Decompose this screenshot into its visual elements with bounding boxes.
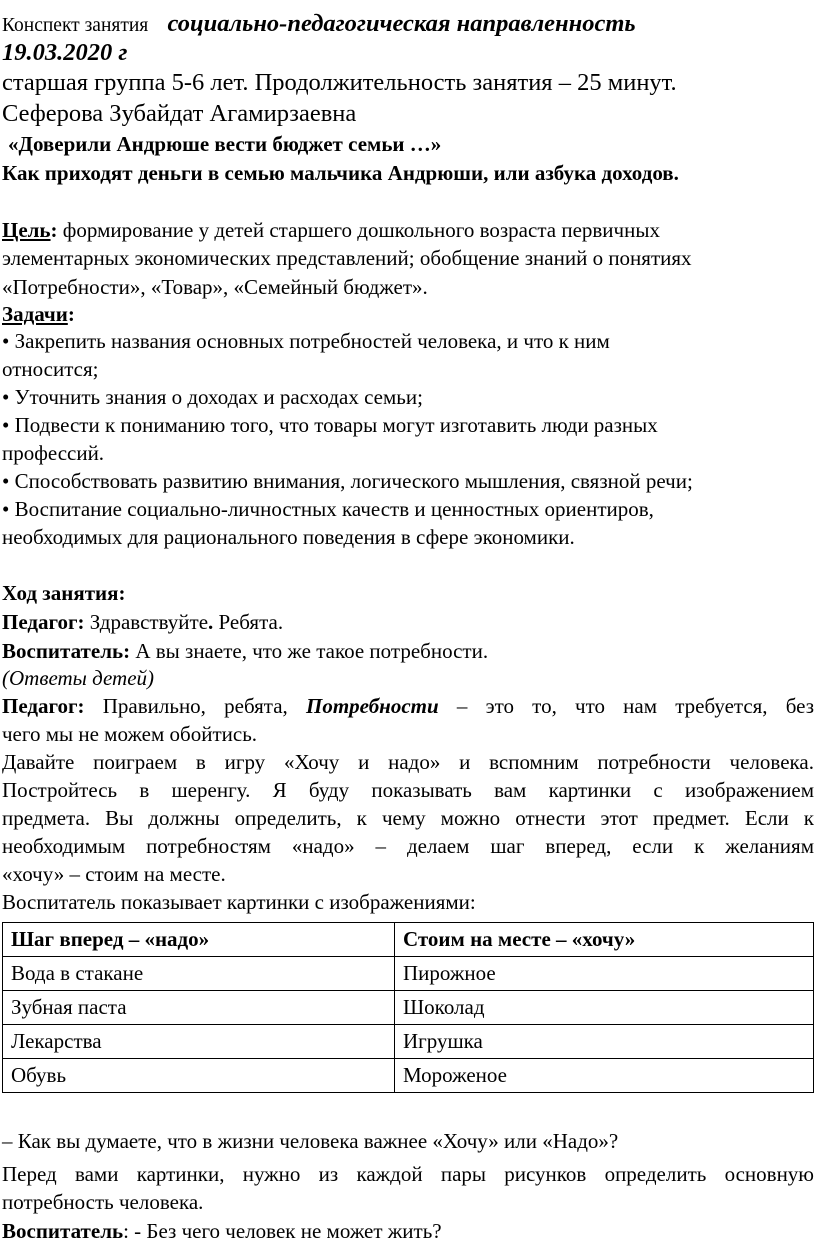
closing-paragraph-line: Перед вами картинки, нужно из каждой пары рисунков определить основную bbox=[2, 1162, 814, 1186]
game-paragraph-line: Постройтесь в шеренгу. Я буду показывать вам картинки с изображением bbox=[2, 778, 814, 802]
game-paragraph-line: «хочу» – стоим на месте. bbox=[2, 862, 226, 886]
term-needs: Потребности bbox=[305, 694, 439, 718]
lesson-subtitle: Как приходят деньги в семью мальчика Андрюши, или азбука доходов. bbox=[2, 161, 679, 185]
speaker-educator: Воспитатель bbox=[2, 1219, 124, 1243]
task-item: • Подвести к пониманию того, что товары могут изготавить люди разных bbox=[2, 413, 658, 437]
table-cell: Мороженое bbox=[395, 1059, 814, 1093]
tasks-colon: : bbox=[67, 302, 75, 326]
goal-line-3: «Потребности», «Товар», «Семейный бюджет». bbox=[2, 275, 428, 299]
task-item: относится; bbox=[2, 357, 99, 381]
task-item: профессий. bbox=[2, 441, 105, 465]
dialogue-dot: . bbox=[208, 610, 214, 634]
lesson-title: «Доверили Андрюше вести бюджет семьи …» bbox=[8, 132, 442, 156]
group-duration-line: старшая группа 5-6 лет. Продолжительность занятия – 25 минут. bbox=[2, 69, 677, 96]
lesson-date: 19.03.2020 г bbox=[2, 39, 128, 66]
goal-text: формирование у детей старшего дошкольного возраста первичных bbox=[57, 218, 660, 242]
game-paragraph-line: предмета. Вы должны определить, к чему можно отнести этот предмет. Если к bbox=[2, 806, 814, 830]
author-name: Сеферова Зубайдат Агамирзаевна bbox=[2, 100, 357, 127]
dialogue-text: Ребята. bbox=[213, 610, 284, 634]
task-item: • Способствовать развитию внимания, логического мышления, связной речи; bbox=[2, 469, 693, 493]
table-row bbox=[3, 991, 814, 1025]
dialogue-text: А вы знаете, что же такое потребности. bbox=[130, 639, 489, 663]
closing-paragraph-line: потребность человека. bbox=[2, 1190, 204, 1214]
task-item: • Закрепить названия основных потребностей человека, и что к ним bbox=[2, 329, 610, 353]
table-cell: Шоколад bbox=[395, 991, 814, 1025]
dialogue-text: – это то, что нам требуется, без bbox=[456, 694, 815, 718]
needs-wants-table bbox=[2, 922, 814, 1093]
lesson-flow-heading: Ход занятия: bbox=[2, 581, 126, 605]
table-row bbox=[3, 1025, 814, 1059]
table-cell: Зубная паста bbox=[3, 991, 395, 1025]
table-cell: Лекарства bbox=[3, 1025, 395, 1059]
goal-colon: : bbox=[50, 218, 58, 242]
table-cell: Пирожное bbox=[395, 957, 814, 991]
table-header-row bbox=[3, 923, 814, 957]
goal-line-1 bbox=[2, 220, 660, 241]
header-line-1 bbox=[2, 12, 636, 37]
task-item: • Уточнить знания о доходах и расходах семьи; bbox=[2, 385, 423, 409]
speaker-educator: Воспитатель: bbox=[2, 639, 131, 663]
game-paragraph-line: необходимым потребностям «надо» – делаем шаг вперед, если к желаниям bbox=[2, 834, 814, 858]
task-item: • Воспитание социально-личностных качеств и ценностных ориентиров, bbox=[2, 497, 654, 521]
goal-line-2: элементарных экономических представлений; обобщение знаний о понятиях bbox=[2, 246, 692, 270]
children-answers-note: (Ответы детей) bbox=[2, 666, 155, 690]
dialogue-line-1 bbox=[2, 612, 283, 633]
closing-dialogue-line bbox=[2, 1221, 442, 1242]
dialogue-line-2 bbox=[2, 641, 488, 662]
dialogue-text: Правильно, ребята, bbox=[102, 694, 288, 718]
table-cell: Игрушка bbox=[395, 1025, 814, 1059]
table-cell: Вода в стакане bbox=[3, 957, 395, 991]
column-header-need: Шаг вперед – «надо» bbox=[3, 923, 395, 957]
dialogue-text: Здравствуйте bbox=[84, 610, 209, 634]
table-row bbox=[3, 957, 814, 991]
tasks-heading bbox=[2, 304, 75, 325]
closing-question: – Как вы думаете, что в жизни человека важнее «Хочу» или «Надо»? bbox=[2, 1129, 619, 1153]
tasks-label: Задачи bbox=[2, 302, 68, 326]
goal-label: Цель bbox=[2, 218, 51, 242]
game-paragraph-line: Давайте поиграем в игру «Хочу и надо» и вспомним потребности человека. bbox=[2, 750, 814, 774]
dialogue-line-5: чего мы не можем обойтись. bbox=[2, 722, 258, 746]
speaker-teacher: Педагог: bbox=[2, 610, 85, 634]
dialogue-line-4 bbox=[2, 696, 814, 717]
lesson-direction: социально-педагогическая направленность bbox=[167, 10, 636, 37]
table-cell: Обувь bbox=[3, 1059, 395, 1093]
lesson-label: Конспект занятия bbox=[2, 15, 149, 36]
speaker-teacher: Педагог: bbox=[2, 694, 85, 718]
table-intro: Воспитатель показывает картинки с изображениями: bbox=[2, 890, 476, 914]
dialogue-text: : - Без чего человек не может жить? bbox=[123, 1219, 442, 1243]
column-header-want: Стоим на месте – «хочу» bbox=[395, 923, 814, 957]
table-row bbox=[3, 1059, 814, 1093]
task-item: необходимых для рационального поведения в сфере экономики. bbox=[2, 525, 575, 549]
